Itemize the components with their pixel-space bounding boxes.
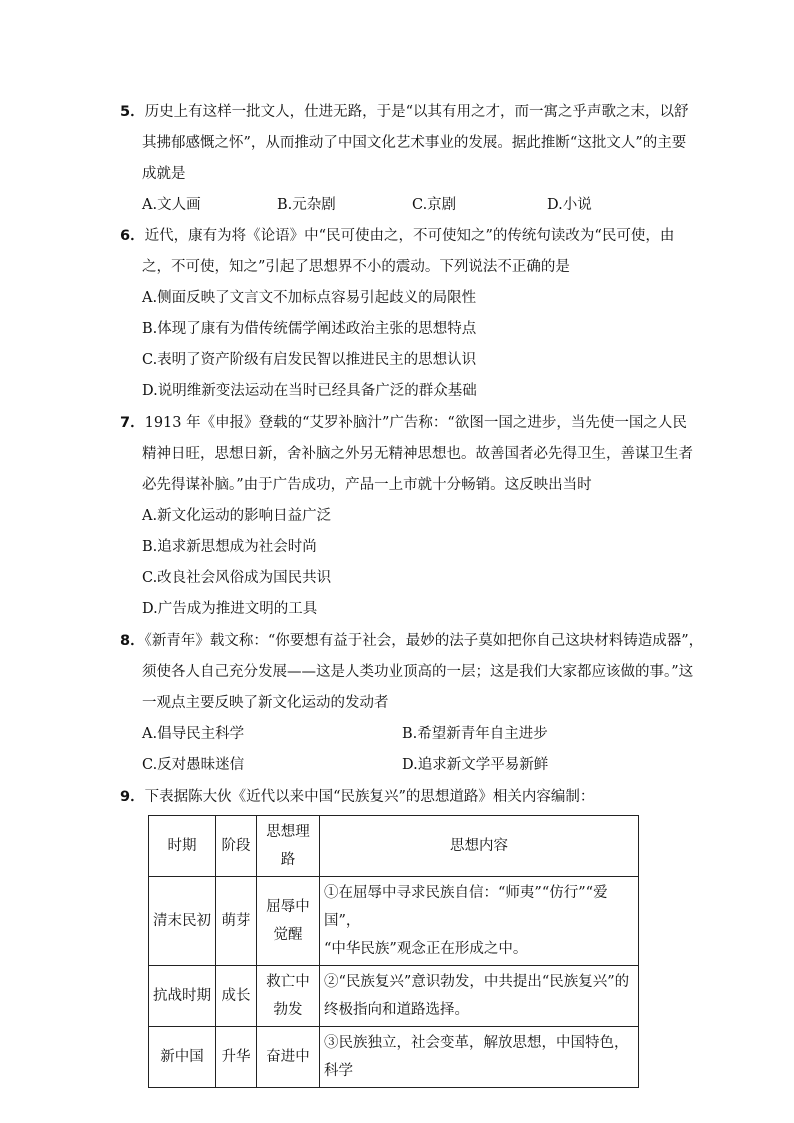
question-8-stem-line-2: 须使各人自己充分发展——这是人类功业顶高的一层；这是我们大家都应该做的事。”这 bbox=[142, 664, 694, 680]
option-c[interactable]: C.表明了资产阶级有启发民智以推进民主的思想认识 bbox=[142, 352, 477, 368]
option-b[interactable]: B.追求新思想成为社会时尚 bbox=[142, 539, 317, 555]
table-cell-period: 抗战时期 bbox=[149, 966, 216, 1027]
content-line: “中华民族”观念正在形成之中。 bbox=[324, 941, 528, 957]
table-cell-path bbox=[257, 1027, 320, 1088]
option-c[interactable]: C.改良社会风俗成为国民共识 bbox=[142, 570, 332, 586]
option-b[interactable]: B.元杂剧 bbox=[277, 197, 336, 213]
question-7 bbox=[120, 408, 693, 625]
question-6 bbox=[120, 221, 680, 407]
question-6-stem-line-1: 6．近代，康有为将《论语》中“民可使由之，不可使知之”的传统句读改为“民可使，由 bbox=[120, 228, 675, 244]
table-row bbox=[149, 966, 639, 1027]
question-number: 7． bbox=[120, 415, 145, 431]
table-header-period: 时期 bbox=[149, 816, 216, 877]
content-line: ②“民族复兴”意识勃发，中共提出“民族复兴”的 bbox=[324, 974, 630, 990]
option-a[interactable]: A.侧面反映了文言文不加标点容易引起歧义的局限性 bbox=[142, 290, 477, 306]
path-line: 奋进中 bbox=[266, 1049, 310, 1065]
option-b[interactable]: B.体现了康有为借传统儒学阐述政治主张的思想特点 bbox=[142, 321, 477, 337]
table-row bbox=[149, 877, 639, 966]
question-5-stem-line-1: 5．历史上有这样一批文人，仕进无路，于是“以其有用之才，而一寓之乎声歌之末，以舒 bbox=[120, 104, 689, 120]
question-8-stem-line-3: 一观点主要反映了新文化运动的发动者 bbox=[142, 695, 389, 711]
path-line: 勃发 bbox=[273, 1002, 303, 1018]
question-9-stem-line-1: 9．下表据陈大伙《近代以来中国“民族复兴”的思想道路》相关内容编制： bbox=[120, 789, 595, 805]
question-9-table bbox=[148, 815, 639, 1088]
question-8-stem-line-1: 8．《新青年》载文称：“你要想有益于社会，最妙的法子莫如把你自己这块材料铸造成器”， bbox=[120, 633, 704, 649]
table-row bbox=[149, 1027, 639, 1088]
option-d[interactable]: D.追求新文学平易新鲜 bbox=[402, 757, 549, 773]
content-line: ③民族独立，社会变革，解放思想，中国特色，科学 bbox=[324, 1035, 629, 1079]
table-cell-stage: 升华 bbox=[216, 1027, 257, 1088]
question-7-stem-line-2: 精神日旺，思想日新，舍补脑之外另无精神思想也。故善国者必先得卫生，善谋卫生者 bbox=[142, 446, 693, 462]
question-number: 8． bbox=[120, 633, 145, 649]
question-number: 6． bbox=[120, 228, 145, 244]
question-number: 5． bbox=[120, 104, 145, 120]
question-5-options bbox=[120, 190, 680, 221]
question-5 bbox=[120, 97, 689, 221]
table-cell-stage: 萌芽 bbox=[216, 877, 257, 966]
table-header-stage: 阶段 bbox=[216, 816, 257, 877]
content-line: ①在屈辱中寻求民族自信：“师夷”“仿行”“爱国”， bbox=[324, 885, 608, 929]
option-b[interactable]: B.希望新青年自主进步 bbox=[402, 726, 548, 742]
table-header-row bbox=[149, 816, 639, 877]
table-header-path: 思想理路 bbox=[257, 816, 320, 877]
question-6-stem-line-2: 之，不可使，知之”引起了思想界不小的震动。下列说法不正确的是 bbox=[142, 259, 570, 275]
question-8 bbox=[120, 626, 704, 781]
path-line: 觉醒 bbox=[273, 927, 303, 943]
option-d[interactable]: D.小说 bbox=[547, 197, 592, 213]
question-8-options-row-2 bbox=[120, 750, 680, 781]
question-5-stem-line-3: 成就是 bbox=[142, 166, 186, 182]
option-a[interactable]: A.文人画 bbox=[142, 197, 201, 213]
question-9 bbox=[120, 782, 680, 813]
option-d[interactable]: D.说明维新变法运动在当时已经具备广泛的群众基础 bbox=[142, 383, 477, 399]
question-5-stem-line-2: 其拂郁感慨之怀”，从而推动了中国文化艺术事业的发展。据此推断“这批文人”的主要 bbox=[142, 135, 687, 151]
path-line: 屈辱中 bbox=[266, 899, 310, 915]
question-7-stem-line-3: 必先得谋补脑。”由于广告成功，产品一上市就十分畅销。这反映出当时 bbox=[142, 477, 592, 493]
table-cell-content bbox=[320, 877, 639, 966]
question-number: 9． bbox=[120, 789, 145, 805]
option-a[interactable]: A.新文化运动的影响日益广泛 bbox=[142, 508, 332, 524]
option-a[interactable]: A.倡导民主科学 bbox=[142, 726, 245, 742]
content-line: 终极指向和道路选择。 bbox=[324, 1002, 469, 1018]
table-cell-period: 清末民初 bbox=[149, 877, 216, 966]
option-d[interactable]: D.广告成为推进文明的工具 bbox=[142, 601, 318, 617]
table-cell-content bbox=[320, 966, 639, 1027]
table-cell-content bbox=[320, 1027, 639, 1088]
table-cell-period: 新中国 bbox=[149, 1027, 216, 1088]
option-c[interactable]: C.反对愚昧迷信 bbox=[142, 757, 245, 773]
path-line: 救亡中 bbox=[266, 974, 310, 990]
option-c[interactable]: C.京剧 bbox=[412, 197, 457, 213]
question-7-stem-line-1: 7．1913 年《申报》登载的“艾罗补脑汁”广告称：“欲图一国之进步，当先使一国之人民 bbox=[120, 415, 687, 431]
table-cell-path bbox=[257, 877, 320, 966]
table-cell-path bbox=[257, 966, 320, 1027]
table-cell-stage: 成长 bbox=[216, 966, 257, 1027]
question-8-options-row-1 bbox=[120, 719, 680, 750]
table-header-content: 思想内容 bbox=[320, 816, 639, 877]
